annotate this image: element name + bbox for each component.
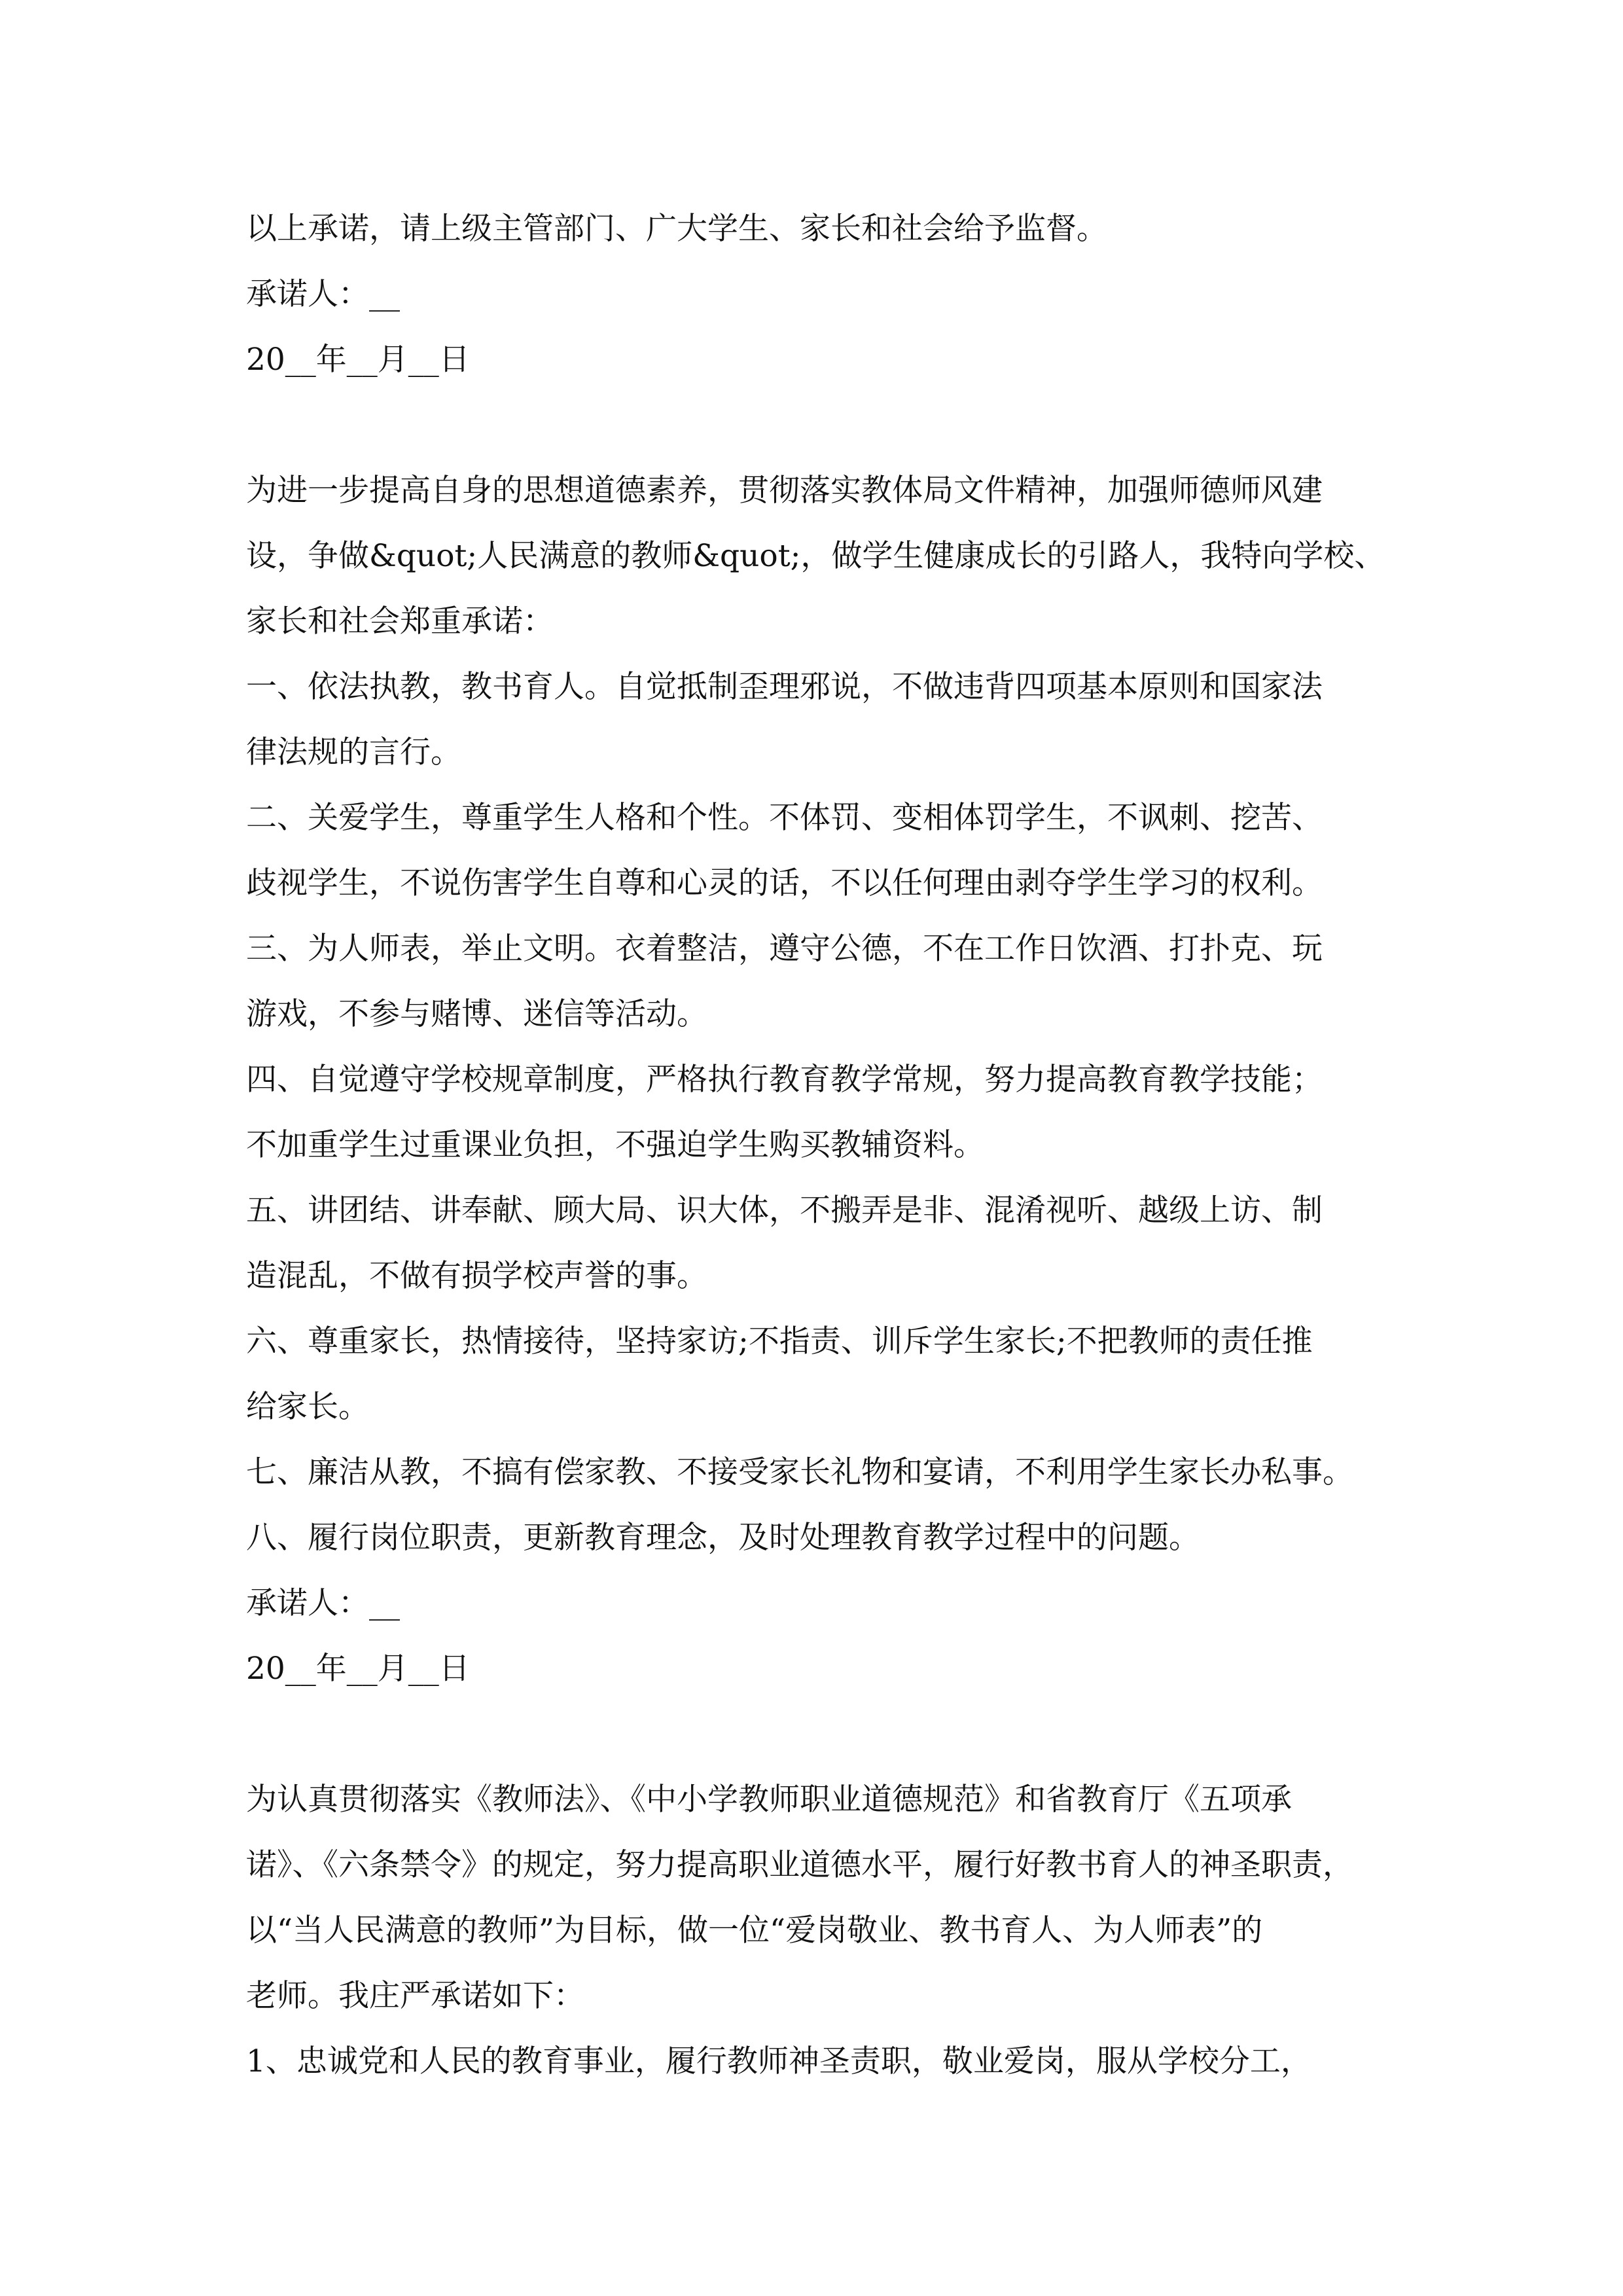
- paragraph-line: 设，争做&quot;人民满意的教师&quot;，做学生健康成长的引路人，我特向学校、: [246, 538, 1385, 574]
- paragraph-line: 为进一步提高自身的思想道德素养，贯彻落实教体局文件精神，加强师德师风建: [246, 473, 1323, 509]
- pledge-item-line: 造混乱，不做有损学校声誉的事。: [246, 1258, 707, 1294]
- signature-line: 承诺人：__: [246, 1585, 400, 1621]
- section-gap: [246, 393, 1398, 458]
- pledge-item-line: 1、忠诚党和人民的教育事业，履行教师神圣责职，敬业爱岗，服从学校分工，: [246, 2043, 1311, 2079]
- paragraph-line: 老师。我庄严承诺如下：: [246, 1978, 584, 2014]
- paragraph-line: 家长和社会郑重承诺：: [246, 603, 554, 639]
- pledge-item-line: 律法规的言行。: [246, 734, 461, 770]
- pledge-item-line: 三、为人师表，举止文明。衣着整洁，遵守公德，不在工作日饮酒、打扑克、玩: [246, 931, 1323, 967]
- pledge-item-line: 一、依法执教，教书育人。自觉抵制歪理邪说，不做违背四项基本原则和国家法: [246, 669, 1323, 705]
- signature-line: 承诺人：__: [246, 276, 400, 312]
- section-supervision: [246, 196, 1398, 393]
- pledge-item-line: 游戏，不参与赌博、迷信等活动。: [246, 996, 707, 1032]
- section-gap: [246, 1702, 1398, 1767]
- pledge-item-line: 给家长。: [246, 1389, 369, 1425]
- pledge-item-line: 二、关爱学生，尊重学生人格和个性。不体罚、变相体罚学生，不讽刺、挖苦、: [246, 800, 1323, 836]
- section-professional-pledge: [246, 1767, 1398, 2094]
- paragraph-line: 以“当人民满意的教师”为目标，做一位“爱岗敬业、教书育人、为人师表”的: [246, 1912, 1263, 1948]
- pledge-item-line: 不加重学生过重课业负担，不强迫学生购买教辅资料。: [246, 1127, 984, 1163]
- pledge-item-line: 六、尊重家长，热情接待，坚持家访;不指责、训斥学生家长;不把教师的责任推: [246, 1323, 1313, 1359]
- date-line: 20__年__月__日: [246, 342, 470, 378]
- pledge-item-line: 歧视学生，不说伤害学生自尊和心灵的话，不以任何理由剥夺学生学习的权利。: [246, 865, 1323, 901]
- pledge-item-line: 七、廉洁从教，不搞有偿家教、不接受家长礼物和宴请，不利用学生家长办私事。: [246, 1454, 1353, 1490]
- section-teacher-pledge: [246, 458, 1398, 1702]
- document-body: [246, 196, 1398, 2094]
- paragraph-line: 为认真贯彻落实《教师法》、《中小学教师职业道德规范》和省教育厅《五项承: [246, 1782, 1292, 1818]
- paragraph-line: 以上承诺，请上级主管部门、广大学生、家长和社会给予监督。: [246, 211, 1107, 247]
- pledge-item-line: 五、讲团结、讲奉献、顾大局、识大体，不搬弄是非、混淆视听、越级上访、制: [246, 1193, 1323, 1229]
- paragraph-line: 诺》、《六条禁令》的规定，努力提高职业道德水平，履行好教书育人的神圣职责，: [246, 1847, 1353, 1883]
- pledge-item-line: 八、履行岗位职责，更新教育理念，及时处理教育教学过程中的问题。: [246, 1520, 1200, 1556]
- date-line: 20__年__月__日: [246, 1651, 470, 1687]
- pledge-item-line: 四、自觉遵守学校规章制度，严格执行教育教学常规，努力提高教育教学技能；: [246, 1062, 1323, 1098]
